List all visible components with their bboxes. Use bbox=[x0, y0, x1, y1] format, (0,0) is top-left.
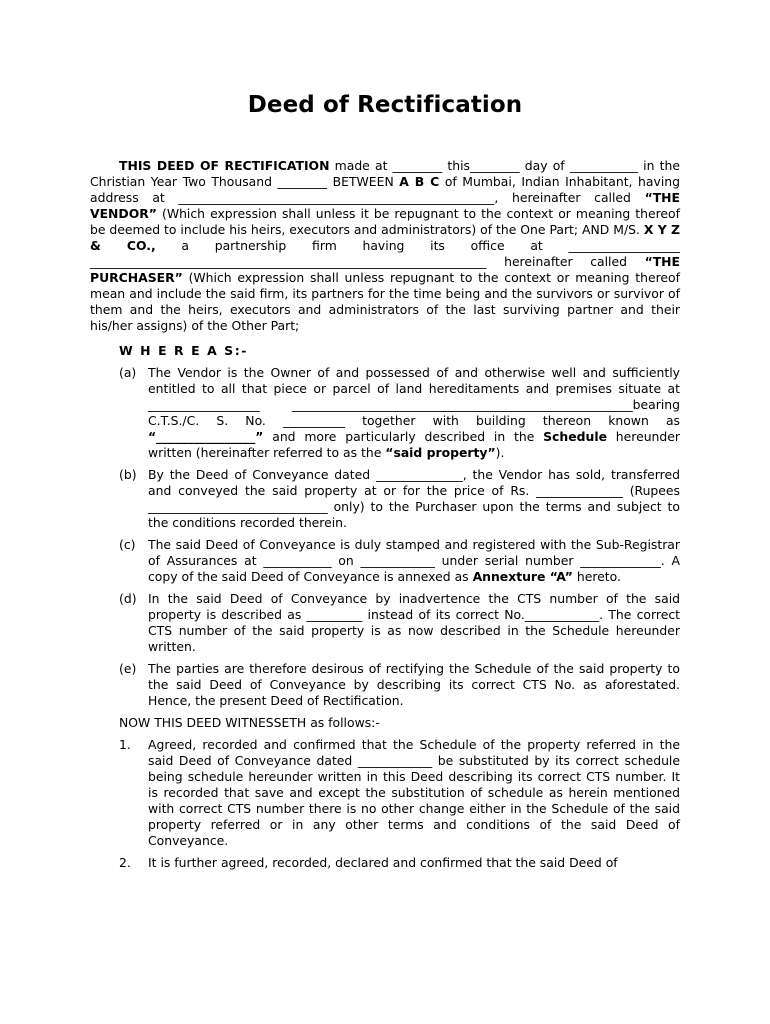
recitals-list bbox=[90, 365, 680, 709]
item-text: It is further agreed, recorded, declared and confirmed that the said Deed of bbox=[148, 855, 618, 870]
document-title: Deed of Rectification bbox=[247, 92, 523, 118]
item-marker: 2. bbox=[119, 855, 131, 870]
item-marker: (d) bbox=[119, 591, 137, 606]
witnesseth-heading: NOW THIS DEED WITNESSETH as follows:- bbox=[119, 715, 380, 730]
document-page bbox=[90, 92, 680, 871]
item-text: The Vendor is the Owner of and possessed of and otherwise well and sufficiently entitled to all that piece or parcel of land hereditaments and premises situate at __________________ _______________________________________________________bearing C.T.S./C. S. No. __________ together with building thereon known as “________________” and more particularly described in the Schedule hereunder written (hereinafter referred to as the “said property”). bbox=[148, 365, 680, 460]
recital-item bbox=[119, 365, 680, 461]
whereas-heading: W H E R E A S:- bbox=[119, 343, 248, 358]
clause-item bbox=[90, 737, 680, 849]
clauses-list bbox=[90, 737, 680, 871]
recital-item bbox=[119, 661, 680, 709]
recital-item bbox=[119, 591, 680, 655]
item-text: In the said Deed of Conveyance by inadvertence the CTS number of the said property is described as _________ instead of its correct No.____________. The correct CTS number of the said property is as now described in the Schedule hereunder written. bbox=[148, 591, 680, 654]
item-text: The said Deed of Conveyance is duly stamped and registered with the Sub-Registrar of Assurances at ___________ on ____________ under serial number _____________. A copy of the said Deed of Conveyance is annexed as Annexture “A” hereto. bbox=[148, 537, 680, 584]
item-marker: 1. bbox=[119, 737, 131, 752]
recital-item bbox=[119, 537, 680, 585]
recital-item bbox=[119, 467, 680, 531]
item-marker: (e) bbox=[119, 661, 137, 676]
item-marker: (a) bbox=[119, 365, 137, 380]
item-text: Agreed, recorded and confirmed that the Schedule of the property referred in the said Deed of Conveyance dated ____________ be substituted by its correct schedule being schedule hereunder written in this Deed describing its correct CTS number. It is recorded that save and except the substitution of schedule as herein mentioned with correct CTS number there is no other change either in the Schedule of the said property referred or in any other terms and conditions of the said Deed of Conveyance. bbox=[148, 737, 680, 848]
item-marker: (c) bbox=[119, 537, 136, 552]
item-text: By the Deed of Conveyance dated ______________, the Vendor has sold, transferred and conveyed the said property at or for the price of Rs. ______________ (Rupees _____________________________ only) to the Purchaser upon the terms and subject to the conditions recorded therein. bbox=[148, 467, 680, 530]
item-marker: (b) bbox=[119, 467, 137, 482]
intro-paragraph: THIS DEED OF RECTIFICATION made at ________ this________ day of ___________ in the Christian Year Two Thousand ________ BETWEEN A B C of Mumbai, Indian Inhabitant, having address at ___________________________________________________, hereinafter called “THE VENDOR” (Which expression shall unless it be repugnant to the context or meaning thereof be deemed to include his heirs, executors and administrators) of the One Part; AND M/S. X Y Z & CO., a partnership firm having its office at __________________ ________________________________________________________________ hereinafter called “THE PURCHASER” (Which expression shall unless repugnant to the context or meaning thereof mean and include the said firm, its partners for the time being and the survivors or survivor of them and the heirs, executors and administrators of the last surviving partner and their his/her assigns) of the Other Part; bbox=[90, 158, 681, 333]
clause-item bbox=[90, 855, 680, 871]
item-text: The parties are therefore desirous of rectifying the Schedule of the said property to the said Deed of Conveyance by describing its correct CTS No. as aforestated. Hence, the present Deed of Rectification. bbox=[148, 661, 680, 708]
